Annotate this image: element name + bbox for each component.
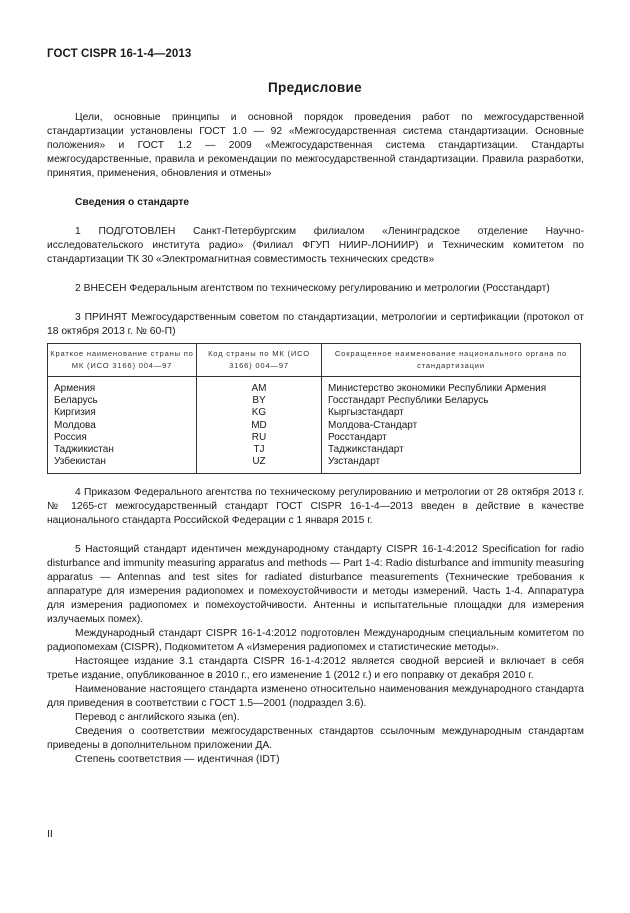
document-id-header: ГОСТ CISPR 16-1-4—2013 [47, 48, 192, 60]
table-row [48, 377, 581, 396]
country-name: Армения [48, 377, 197, 396]
item-4-order: 4 Приказом Федерального агентства по техническому регулированию и метрологии от 28 октября 2013 г. № 1265-ст межгосударственный стандарт ГОСТ CISPR 16-1-4—2013 введен в действие в качестве национального стандарта Российской Федерации с 1 января 2015 г. [47, 487, 584, 527]
voting-countries-table [47, 343, 581, 474]
item-3-adopted: 3 ПРИНЯТ Межгосударственным советом по стандартизации, метрологии и сертификации (протокол от 18 октября 2013 г. № 60-П) [47, 312, 584, 337]
table-row [48, 444, 581, 456]
table-row [48, 432, 581, 444]
standards-body: Росстандарт [322, 432, 581, 444]
country-code: UZ [197, 456, 322, 474]
country-name: Молдова [48, 420, 197, 432]
standards-body: Молдова-Стандарт [322, 420, 581, 432]
country-name: Беларусь [48, 395, 197, 407]
country-code: MD [197, 420, 322, 432]
table-header-body: Сокращенное наименование национального органа по стандартизации [322, 344, 581, 377]
country-name: Киргизия [48, 407, 197, 419]
country-name: Таджикистан [48, 444, 197, 456]
table-header-country: Краткое наименование страны по МК (ИСО 3166) 004—97 [48, 344, 197, 377]
page-number: II [47, 828, 53, 840]
country-code: TJ [197, 444, 322, 456]
standards-body: Таджикстандарт [322, 444, 581, 456]
item-2-submitted: 2 ВНЕСЕН Федеральным агентством по техническому регулированию и метрологии (Росстандарт) [75, 283, 550, 294]
standards-body: Госстандарт Республики Беларусь [322, 395, 581, 407]
item-5-name-change: Наименование настоящего стандарта изменено относительно наименования международного стандарта для приведения в соответствии с ГОСТ 1.5—2001 (подраздел 3.6). [47, 684, 584, 710]
standards-body: Министерство экономики Республики Армения [322, 377, 581, 396]
country-code: BY [197, 395, 322, 407]
item-5-identical: 5 Настоящий стандарт идентичен международному стандарту CISPR 16-1-4:2012 Specification for radio disturbance and immunity measuring apparatus and methods — Part 1-4: Radio disturbance and immunity measuring apparatus — Antennas and test sites for radiated disturbance measurements (Технические требования к аппаратуре для измерения радиопомех и помехоустойчивости и методы измерений. Часть 1-4. Аппаратура для измерения радиопомех и помехоустойчивости. Антенны и испытательные площадки для измерения излучаемых помех). [47, 544, 584, 626]
item-1-prepared: 1 ПОДГОТОВЛЕН Санкт-Петербургским филиалом «Ленинградское отделение Научно-исследовательского института радио» (Филиал ФГУП НИИР-ЛОНИИР) и Техническим комитетом по стандартизации ТК 30 «Электромагнитная совместимость технических средств» [47, 226, 584, 265]
preface-body [47, 111, 584, 767]
country-name: Узбекистан [48, 456, 197, 474]
intro-paragraph: Цели, основные принципы и основной порядок проведения работ по межгосударственной стандартизации установлены ГОСТ 1.0 — 92 «Межгосударственная система стандартизации. Основные положения» и ГОСТ 1.2 — 2009 «Межгосударственная система стандартизации. Стандарты межгосударственные, правила и рекомендации по межгосударственной стандартизации. Правила разработки, принятия, применения, обновления и отмены» [47, 112, 584, 179]
table-row [48, 456, 581, 474]
table-row [48, 395, 581, 407]
country-code: RU [197, 432, 322, 444]
standards-body: Кыргызстандарт [322, 407, 581, 419]
table-row [48, 407, 581, 419]
country-name: Россия [48, 432, 197, 444]
item-5-conformity-degree: Степень соответствия — идентичная (IDT) [75, 754, 280, 766]
standards-body: Узстандарт [322, 456, 581, 474]
country-code: AM [197, 377, 322, 396]
standard-info-heading: Сведения о стандарте [75, 197, 190, 208]
item-5-annex-reference: Сведения о соответствии межгосударственных стандартов ссылочным международным стандартам приведены в дополнительном приложении ДА. [47, 726, 584, 752]
table-header-code: Код страны по МК (ИСО 3166) 004—97 [197, 344, 322, 377]
country-code: KG [197, 407, 322, 419]
page-title: Предисловие [268, 80, 362, 95]
item-5-edition: Настоящее издание 3.1 стандарта CISPR 16-1-4:2012 является сводной версией и включает в себя третье издание, опубликованное в 2010 г., его изменение 1 (2012 г.) и его поправку от декабря 2010 г. [47, 656, 584, 682]
item-5-translation: Перевод с английского языка (en). [75, 712, 240, 724]
item-5-prepared-by: Международный стандарт CISPR 16-1-4:2012 подготовлен Международным специальным комитетом по радиопомехам (CISPR), Подкомитетом А «Измерения радиопомех и статистические методы». [47, 628, 584, 654]
table-row [48, 420, 581, 432]
